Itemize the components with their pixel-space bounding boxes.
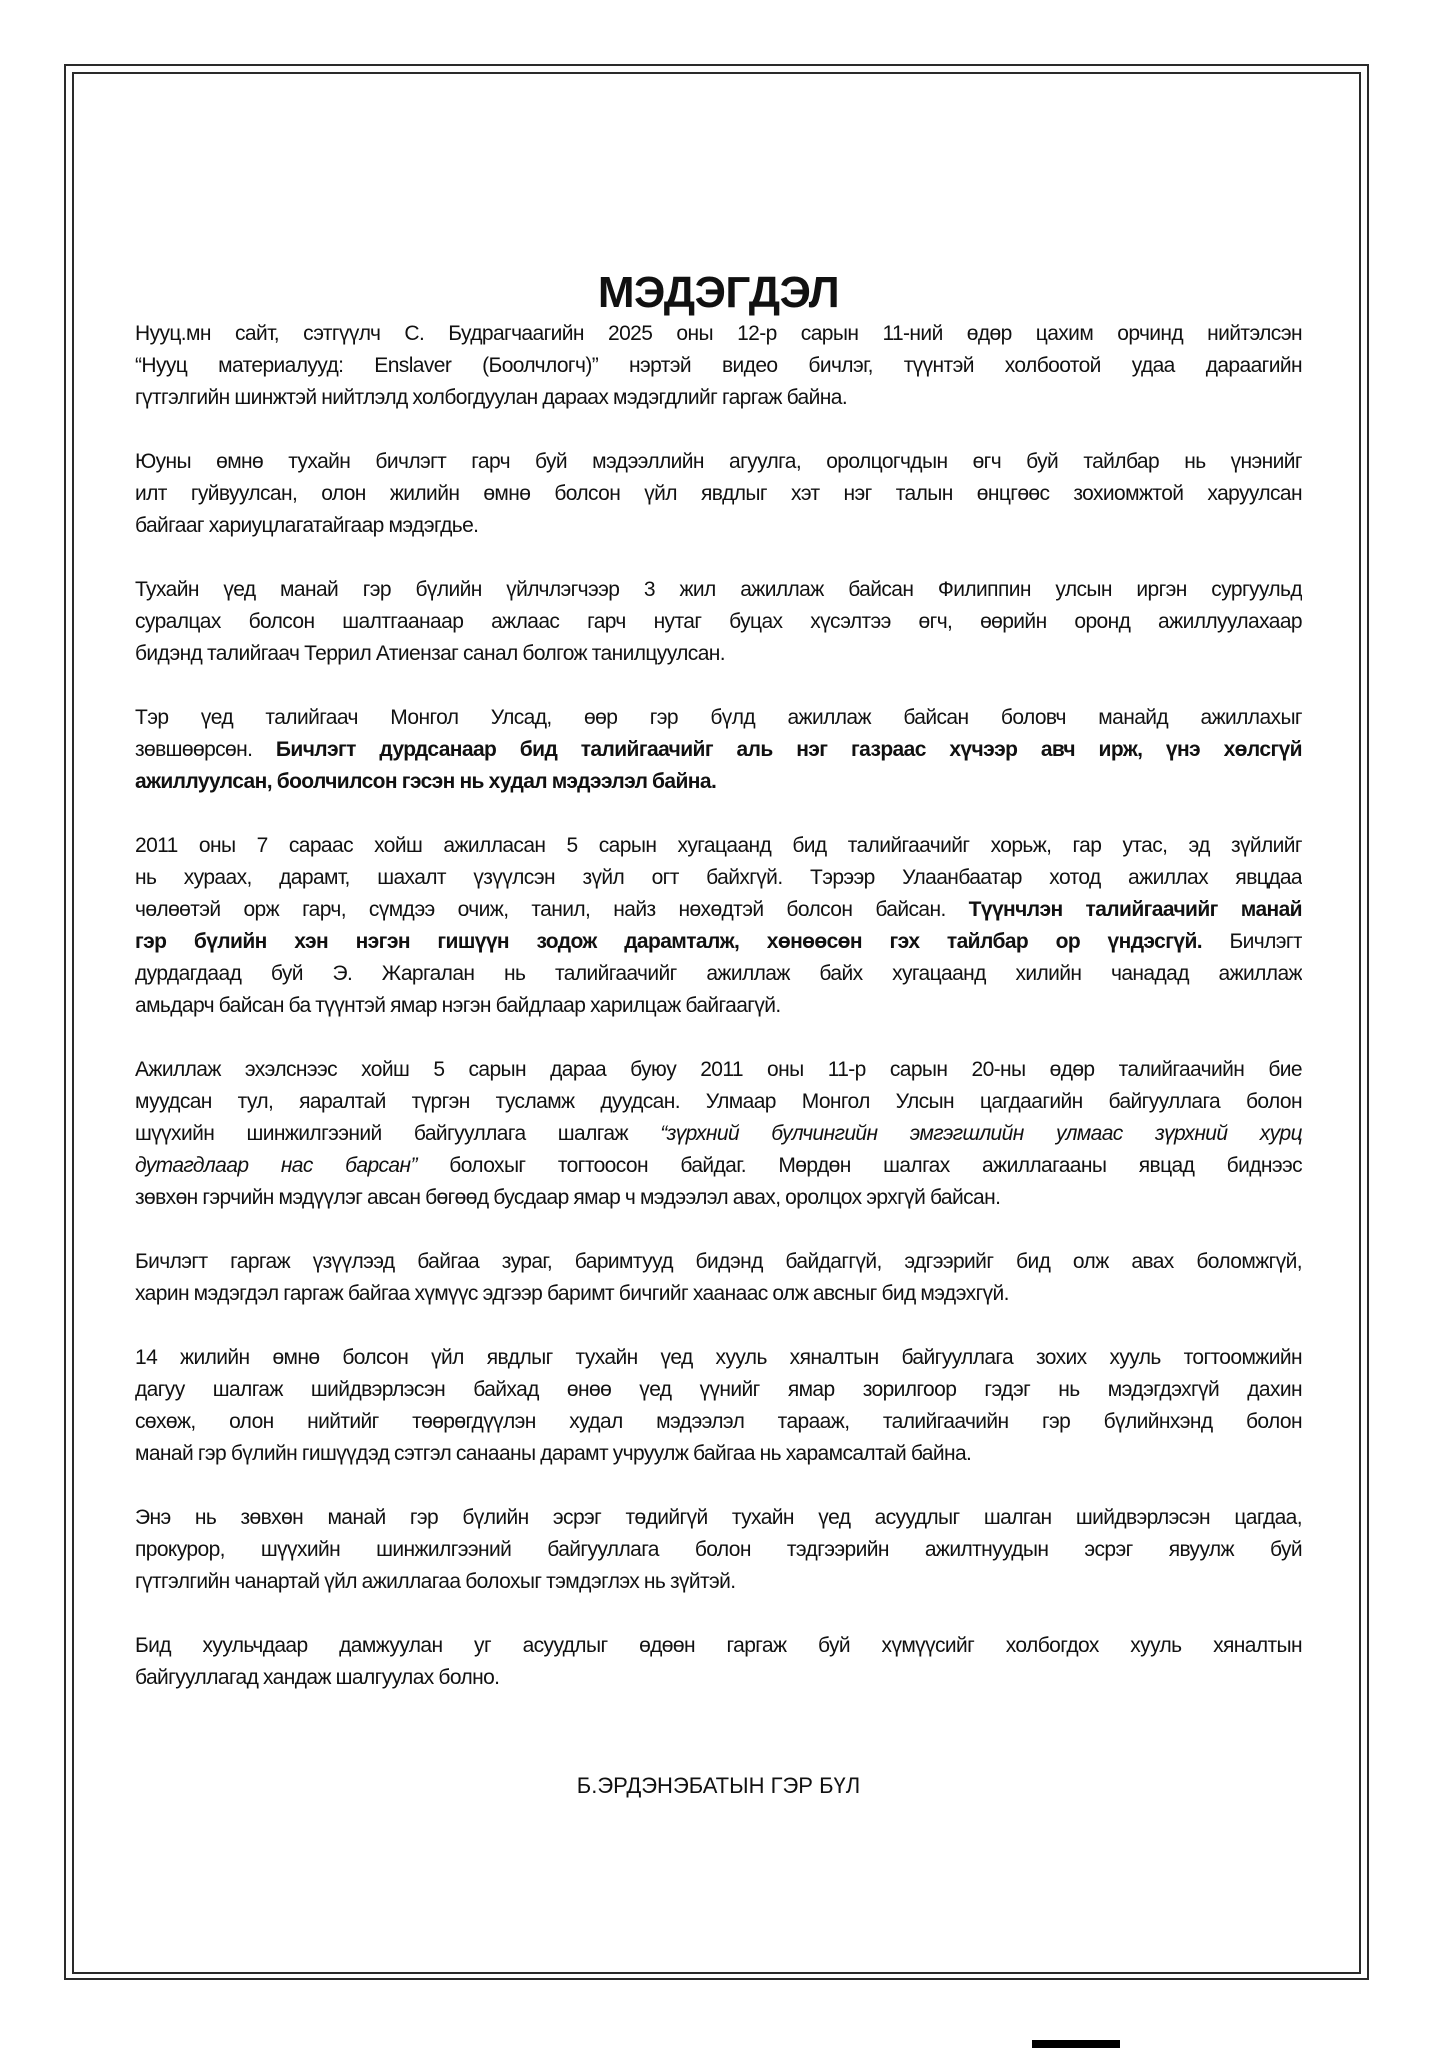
paragraph	[135, 446, 1302, 542]
text-segment: Бид хуульчдаар дамжуулан уг асуудлыг өдөөн гаргаж буй хүмүүсийг холбогдох хууль хяналтын	[135, 1634, 1302, 1657]
paragraph	[135, 318, 1302, 414]
bold-text: гэр бүлийн хэн нэгэн гишүүн зодож дарамталж, хөнөөсөн гэх тайлбар ор үндэсгүй.	[135, 930, 1203, 953]
text-segment: Нууц.мн сайт, сэтгүүлч С. Будрагчаагийн 2025 оны 12-р сарын 11-ний өдөр цахим орчинд нийтэлсэн	[135, 322, 1302, 345]
text-segment: дурдагдаад буй Э. Жаргалан нь талийгаачийг ажиллаж байх хугацаанд хилийн чанадад ажиллаж	[135, 962, 1302, 985]
text-segment: амьдарч байсан ба түүнтэй ямар нэгэн байдлаар харилцаж байгаагүй.	[135, 994, 781, 1017]
text-line	[135, 574, 1302, 606]
text-line	[135, 958, 1302, 990]
text-line	[135, 1534, 1302, 1566]
text-segment: зөвхөн гэрчийн мэдүүлэг авсан бөгөөд бусдаар ямар ч мэдээлэл авах, оролцох эрхгүй байсан.	[135, 1186, 1001, 1209]
text-line	[135, 1246, 1302, 1278]
paragraph	[135, 1342, 1302, 1470]
text-line	[135, 1630, 1302, 1662]
text-segment: 14 жилийн өмнө болсон үйл явдлыг тухайн үед хууль хяналтын байгууллага зохих хууль тогтоомжийн	[135, 1346, 1302, 1369]
text-segment: суралцах болсон шалтгаанаар ажлаас гарч нутаг буцах хүсэлтээ өгч, өөрийн оронд ажиллуулахаар	[135, 610, 1302, 633]
text-line	[135, 1566, 1302, 1598]
text-segment: дагуу шалгаж шийдвэрлэсэн байхад өнөө үед үүнийг ямар зорилгоор гэдэг нь мэдэгдэхгүй дахин	[135, 1378, 1302, 1401]
text-line	[135, 1150, 1302, 1182]
text-segment: Тухайн үед манай гэр бүлийн үйлчлэгчээр 3 жил ажиллаж байсан Филиппин улсын иргэн сургуульд	[135, 578, 1302, 601]
text-segment: нь хураах, дарамт, шахалт үзүүлсэн зүйл огт байхгүй. Тэрээр Улаанбаатар хотод ажиллах явцдаа	[135, 866, 1302, 889]
text-line	[135, 702, 1302, 734]
text-segment: муудсан тул, яаралтай түргэн тусламж дуудсан. Улмаар Монгол Улсын цагдаагийн байгууллага болон	[135, 1090, 1302, 1113]
text-segment: чөлөөтэй орж гарч, сүмдээ очиж, танил, найз нөхөдтэй болсон байсан.	[135, 898, 969, 921]
text-segment: байгууллагад хандаж шалгуулах болно.	[135, 1666, 500, 1689]
text-line	[135, 1278, 1302, 1310]
text-line	[135, 926, 1302, 958]
text-line	[135, 1502, 1302, 1534]
text-line	[135, 1054, 1302, 1086]
text-segment: гүтгэлгийн чанартай үйл ажиллагаа болохыг тэмдэглэх нь зүйтэй.	[135, 1570, 736, 1593]
bold-text: Бичлэгт дурдсанаар бид талийгаачийг аль нэг газраас хүчээр авч ирж, үнэ хөлсгүй	[275, 738, 1302, 761]
text-segment: болохыг тогтоосон байдаг. Мөрдөн шалгах ажиллагааны явцад биднээс	[416, 1154, 1302, 1177]
text-line	[135, 1406, 1302, 1438]
text-segment: Бичлэгт	[1202, 930, 1302, 953]
text-line	[135, 1374, 1302, 1406]
text-segment: бидэнд талийгаач Террил Атиензаг санал болгож танилцуулсан.	[135, 642, 726, 665]
bold-text: Түүнчлэн талийгаачийг манай	[968, 898, 1302, 921]
text-line	[135, 1086, 1302, 1118]
text-line	[135, 510, 1302, 542]
text-segment: харин мэдэгдэл гаргаж байгаа хүмүүс эдгээр баримт бичгийг хаанаас олж авсныг бид мэдэхгүй.	[135, 1282, 1009, 1305]
text-line	[135, 318, 1302, 350]
text-line	[135, 1118, 1302, 1150]
text-segment: Тэр үед талийгаач Монгол Улсад, өөр гэр бүлд ажиллаж байсан боловч манайд ажиллахыг	[135, 706, 1302, 729]
paragraph	[135, 1630, 1302, 1694]
text-segment: Ажиллаж эхэлснээс хойш 5 сарын дараа буюу 2011 оны 11-р сарын 20-ны өдөр талийгаачийн бие	[135, 1058, 1302, 1081]
text-segment: байгааг хариуцлагатайгаар мэдэгдье.	[135, 514, 479, 537]
paragraph	[135, 702, 1302, 798]
italic-text: дутагдлаар нас барсан”	[135, 1154, 417, 1177]
signature: Б.ЭРДЭНЭБАТЫН ГЭР БҮЛ	[576, 1773, 861, 1798]
text-line	[135, 734, 1302, 766]
text-segment: прокурор, шүүхийн шинжилгээний байгууллага болон тэдгээрийн ажилтнуудын эсрэг явуулж буй	[135, 1538, 1302, 1561]
text-line	[135, 382, 1302, 414]
paragraph	[135, 1246, 1302, 1310]
text-line	[135, 446, 1302, 478]
text-line	[135, 606, 1302, 638]
text-segment: Энэ нь зөвхөн манай гэр бүлийн эсрэг төдийгүй тухайн үед асуудлыг шалган шийдвэрлэсэн цагдаа,	[135, 1506, 1302, 1529]
text-line	[135, 350, 1302, 382]
text-segment: 2011 оны 7 сараас хойш ажилласан 5 сарын хугацаанд бид талийгаачийг хорьж, гар утас, эд зүйлийг	[135, 834, 1302, 857]
paragraph	[135, 574, 1302, 670]
text-segment: шүүхийн шинжилгээний байгууллага шалгаж	[135, 1122, 661, 1145]
text-line	[135, 894, 1302, 926]
text-line	[135, 1662, 1302, 1694]
bottom-black-bar	[1032, 2040, 1120, 2048]
text-segment: “Нууц материалууд: Enslaver (Боолчлогч)” нэртэй видео бичлэг, түүнтэй холбоотой удаа дараагийн	[135, 354, 1302, 377]
document-body	[135, 318, 1302, 1726]
italic-text: “зүрхний булчингийн эмгэгшлийн улмаас зүрхний хурц	[660, 1122, 1302, 1145]
text-line	[135, 1438, 1302, 1470]
paragraph	[135, 830, 1302, 1022]
text-line	[135, 1342, 1302, 1374]
text-segment: сөхөж, олон нийтийг төөрөгдүүлэн худал мэдээлэл тарааж, талийгаачийн гэр бүлийнхэнд болон	[135, 1410, 1302, 1433]
paragraph	[135, 1502, 1302, 1598]
bold-text: ажиллуулсан, боолчилсон гэсэн нь худал мэдээлэл байна.	[135, 770, 717, 793]
text-segment: гүтгэлгийн шинжтэй нийтлэлд холбогдуулан дараах мэдэгдлийг гаргаж байна.	[135, 386, 848, 409]
text-line	[135, 862, 1302, 894]
text-line	[135, 830, 1302, 862]
paragraph	[135, 1054, 1302, 1214]
document-title: МЭДЭГДЭЛ	[597, 268, 840, 318]
text-segment: илт гуйвуулсан, олон жилийн өмнө болсон үйл явдлыг хэт нэг талын өнцгөөс зохиомжтой харуулсан	[135, 482, 1302, 505]
text-line	[135, 990, 1302, 1022]
text-segment: зөвшөөрсөн.	[135, 738, 276, 761]
text-segment: Юуны өмнө тухайн бичлэгт гарч буй мэдээллийн агуулга, оролцогчдын өгч буй тайлбар нь үнэнийг	[135, 450, 1302, 473]
text-line	[135, 638, 1302, 670]
text-segment: Бичлэгт гаргаж үзүүлээд байгаа зураг, баримтууд бидэнд байдаггүй, эдгээрийг бид олж авах боломжгүй,	[135, 1250, 1302, 1273]
text-line	[135, 766, 1302, 798]
text-segment: манай гэр бүлийн гишүүдэд сэтгэл санааны дарамт учруулж байгаа нь харамсалтай байна.	[135, 1442, 972, 1465]
text-line	[135, 478, 1302, 510]
text-line	[135, 1182, 1302, 1214]
